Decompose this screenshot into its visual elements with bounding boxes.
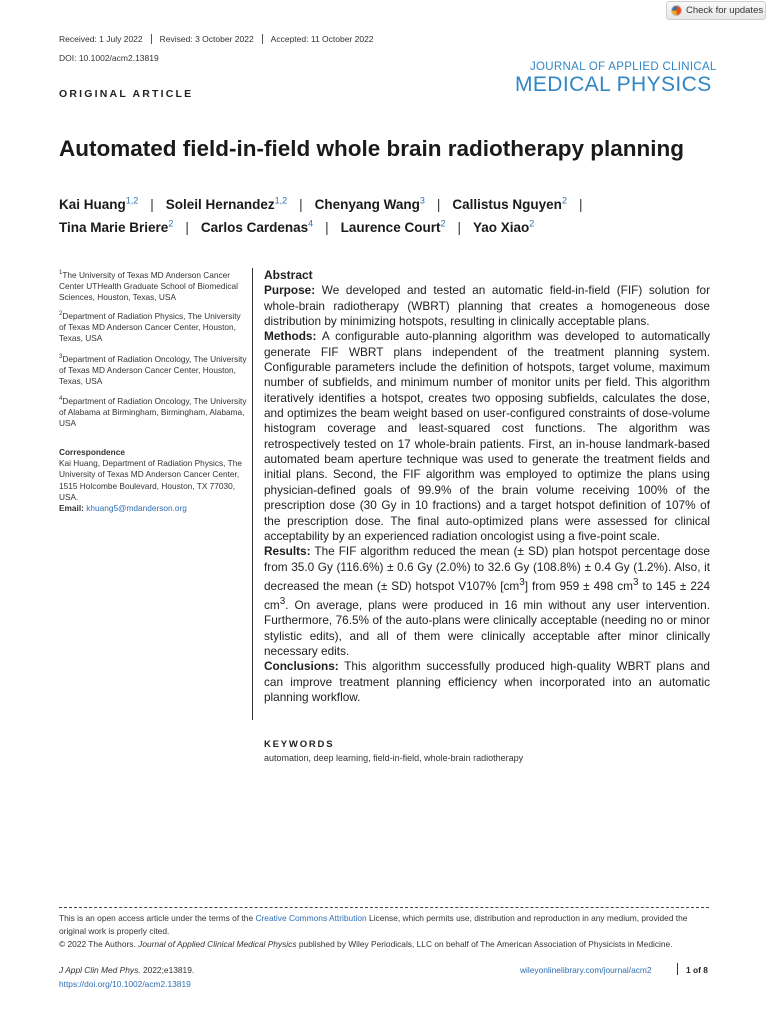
cc-license-link[interactable]: Creative Commons Attribution [255,913,367,923]
journal-logo-line1: JOURNAL OF APPLIED CLINICAL [530,61,717,73]
affiliation-1: $^1$The University of Texas MD Anderson Cancer Center UTHealth Graduate School of Biomedical Sciences, Houston, Texas, USA [59,269,238,303]
check-for-updates-label: Check for updates [686,5,764,16]
author-list-line1: Kai Huang$^{1,2}$ | Soleil Hernandez$^{1,2}$ | Chenyang Wang$^3$ | Callistus Nguyen$^2$ | [59,195,583,212]
doi-link[interactable]: https://doi.org/10.1002/acm2.13819 [59,979,191,989]
article-title: Automated field-in-field whole brain radiotherapy planning [59,136,685,161]
author[interactable]: Soleil Hernandez$^{1,2}$ [165,195,288,212]
email-link[interactable]: khuang5@mdanderson.org [86,503,187,514]
article-type: ORIGINAL ARTICLE [59,88,194,100]
author[interactable]: Carlos Cardenas$^4$ [200,218,314,235]
received-date: Received: 1 July 2022 [59,34,143,44]
correspondence: Correspondence Kai Huang, Department of Radiation Physics, The University of Texas MD Anderson Cancer Center, 1515 Holcombe Boulevard, Houston, TX 77030, USA. Email: khuang5@mdanderson.org [59,447,249,514]
author[interactable]: Callistus Nguyen$^2$ [452,195,567,212]
author-list-line2: Tina Marie Briere$^2$ | Carlos Cardenas$^4$ | Laurence Court$^2$ | Yao Xiao$^2$ [59,218,535,235]
citation: J Appl Clin Med Phys. 2022;e13819. [59,965,195,975]
affiliation-2: $^2$Department of Radiation Physics, The University of Texas MD Anderson Cancer Center, Houston, Texas, USA [59,310,241,344]
correspondence-address: Kai Huang, Department of Radiation Physics, The University of Texas MD Anderson Cancer Center, 1515 Holcombe Boulevard, Houston, TX 77030, USA. [59,458,242,502]
affiliation-4: $^4$Department of Radiation Oncology, The University of Alabama at Birmingham, Birmingham, Alabama, USA [59,395,247,429]
keywords-heading: KEYWORDS [264,739,335,750]
article-dates [59,34,382,44]
abstract [264,268,710,705]
footer-separator [677,963,678,975]
crossmark-icon [671,5,682,16]
affiliation-3: $^3$Department of Radiation Oncology, The University of Texas MD Anderson Cancer Center, Houston, Texas, USA [59,353,247,387]
abstract-results: Results: The FIF algorithm reduced the mean (± SD) plan hotspot percentage dose from 35.0 Gy (116.6%) ± 0.6 Gy (2.0%) to 32.6 Gy (108.8%) ± 0.4 Gy (1.2%). Also, it decreased the mean (± SD) hotspot V107% $[cm^3]$ from 959 ± 498 $cm^3$ to 145 ± 224 $cm^3$. On average, plans were produced in 16 min without any user intervention. Furthermore, 76.5% of the auto-plans were clinically acceptable (needing no or minor stylistic edits), and all of them were clinically acceptable after minor clinically necessary edits. [264,544,710,659]
column-divider [252,268,253,720]
footer-divider [59,907,709,908]
author[interactable]: Chenyang Wang$^3$ [314,195,425,212]
abstract-methods: Methods: A configurable auto-planning algorithm was developed to automatically generate FIF WBRT plans independent of the treatment planning system. Configurable parameters include the definition of hotspots, target volume, maximum number of subfields, and minimum number of monitor units per field. This algorithm iteratively identifies a hotspot, creates two opposing subfields, calculates the dose, and optimizes the beam weight based on user-configured constraints of dose-volume histogram coverage and least-squared cost functions. The algorithm was retrospectively tested on 17 whole-brain patients. First, an in-house landmark-based automated beam aperture technique was used to generate the treatment fields and initial plans. Second, the FIF algorithm was employed to optimize the plans using physician-defined goals of 99.9% of the brain volume receiving 100% of the prescription dose (30 Gy in 10 fractions) and a target hotspot definition of 107% of the prescription dose. The final auto-optimized plans were assessed for clinical acceptability by an experienced radiation oncologist using a five-point scale. [264,329,710,543]
author[interactable]: Tina Marie Briere$^2$ [59,218,174,235]
check-for-updates-button[interactable] [666,1,766,20]
page-number: 1 of 8 [686,965,708,975]
author[interactable]: Laurence Court$^2$ [340,218,446,235]
author[interactable]: Kai Huang$^{1,2}$ [59,195,139,212]
revised-date: Revised: 3 October 2022 [151,34,262,44]
abstract-conclusions: Conclusions: This algorithm successfully produced high-quality WBRT plans and can improve treatment planning efficiency when incorporated into an automatic planning workflow. [264,659,710,705]
license-notice: This is an open access article under the terms of the Creative Commons Attribution License, which permits use, distribution and reproduction in any medium, provided the original work is properly cited. [59,913,688,936]
doi-text: DOI: 10.1002/acm2.13819 [59,53,159,63]
wiley-link[interactable]: wileyonlinelibrary.com/journal/acm2 [520,965,652,975]
keywords-list: automation, deep learning, field-in-field, whole-brain radiotherapy [264,753,524,763]
author[interactable]: Yao Xiao$^2$ [472,218,535,235]
journal-logo-line2: MEDICAL PHYSICS [515,73,712,96]
abstract-purpose: Purpose: We developed and tested an automatic field-in-field (FIF) solution for whole-brain radiotherapy (WBRT) planning that creates a homogeneous dose distribution by minimizing hotspots, resulting in clinically acceptable plans. [264,283,710,329]
correspondence-heading: Correspondence [59,447,125,457]
accepted-date: Accepted: 11 October 2022 [262,34,382,44]
abstract-heading: Abstract [264,268,313,282]
copyright-notice: © 2022 The Authors. Journal of Applied Clinical Medical Physics published by Wiley Periodicals, LLC on behalf of The American Association of Physicists in Medicine. [59,939,673,949]
